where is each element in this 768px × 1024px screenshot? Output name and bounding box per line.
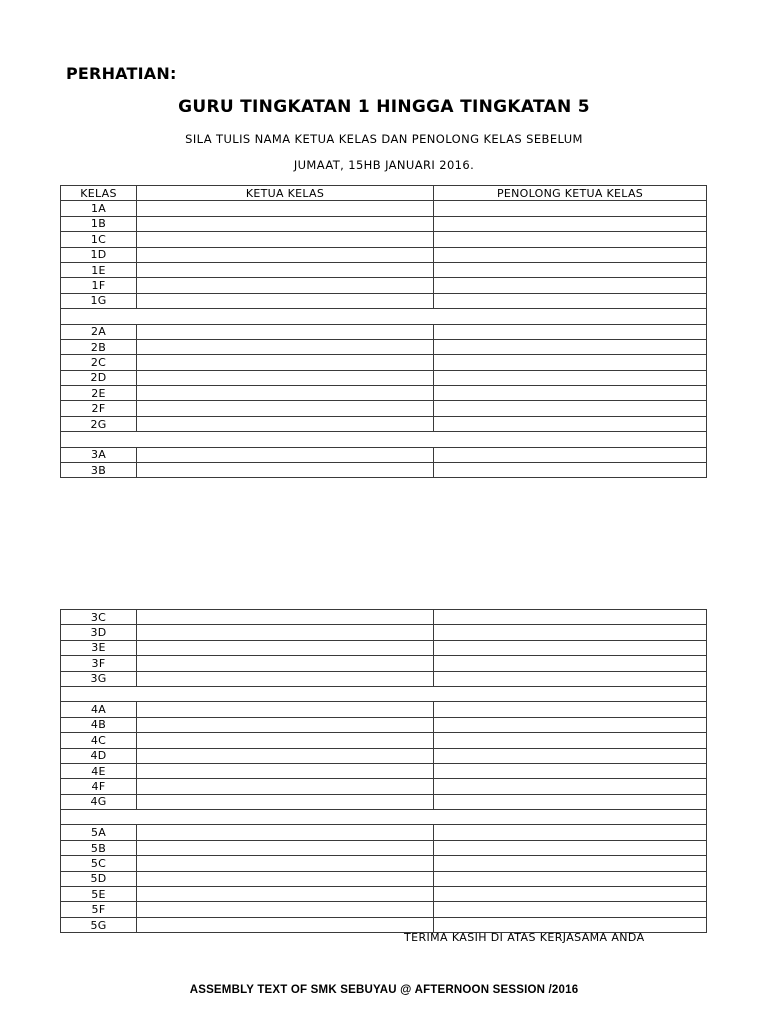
penolong-ketua-kelas-cell[interactable]	[434, 247, 707, 262]
spacer-row	[61, 309, 707, 324]
penolong-ketua-kelas-cell[interactable]	[434, 278, 707, 293]
table-row	[61, 640, 707, 655]
table-row	[61, 293, 707, 308]
class-name-cell: 4B	[61, 717, 137, 732]
ketua-kelas-cell[interactable]	[137, 671, 434, 686]
penolong-ketua-kelas-cell[interactable]	[434, 671, 707, 686]
page-footer: ASSEMBLY TEXT OF SMK SEBUYAU @ AFTERNOON SESSION /2016	[189, 984, 579, 996]
class-name-cell: 2E	[61, 386, 137, 401]
ketua-kelas-cell[interactable]	[137, 262, 434, 277]
ketua-kelas-cell[interactable]	[137, 733, 434, 748]
class-name-cell: 1A	[61, 201, 137, 216]
table-row	[61, 324, 707, 339]
penolong-ketua-kelas-cell[interactable]	[434, 748, 707, 763]
table-row	[61, 656, 707, 671]
table-body-part-1	[61, 201, 707, 478]
penolong-ketua-kelas-cell[interactable]	[434, 463, 707, 478]
class-name-cell: 1B	[61, 216, 137, 231]
table-row	[61, 216, 707, 231]
ketua-kelas-cell[interactable]	[137, 201, 434, 216]
table-row	[61, 887, 707, 902]
table-row	[61, 763, 707, 778]
penolong-ketua-kelas-cell[interactable]	[434, 902, 707, 917]
ketua-kelas-cell[interactable]	[137, 232, 434, 247]
instruction-line-2: JUMAAT, 15HB JANUARI 2016.	[293, 158, 475, 172]
table-row	[61, 856, 707, 871]
table-row	[61, 339, 707, 354]
class-name-cell: 5C	[61, 856, 137, 871]
class-name-cell: 5D	[61, 871, 137, 886]
table-row	[61, 702, 707, 717]
ketua-kelas-cell[interactable]	[137, 840, 434, 855]
table-row	[61, 871, 707, 886]
ketua-kelas-cell[interactable]	[137, 794, 434, 809]
penolong-ketua-kelas-cell[interactable]	[434, 610, 707, 625]
penolong-ketua-kelas-cell[interactable]	[434, 825, 707, 840]
class-name-cell: 5E	[61, 887, 137, 902]
ketua-kelas-cell[interactable]	[137, 763, 434, 778]
penolong-ketua-kelas-cell[interactable]	[434, 887, 707, 902]
ketua-kelas-cell[interactable]	[137, 887, 434, 902]
class-name-cell: 2F	[61, 401, 137, 416]
table-row	[61, 401, 707, 416]
thank-you-note: TERIMA KASIH DI ATAS KERJASAMA ANDA	[404, 931, 645, 944]
class-name-cell: 4A	[61, 702, 137, 717]
class-name-cell: 2B	[61, 339, 137, 354]
class-name-cell: 4C	[61, 733, 137, 748]
class-name-cell: 2G	[61, 416, 137, 431]
class-name-cell: 3G	[61, 671, 137, 686]
penolong-ketua-kelas-cell[interactable]	[434, 717, 707, 732]
class-name-cell: 1D	[61, 247, 137, 262]
table-row	[61, 825, 707, 840]
table-header-row	[61, 186, 707, 201]
ketua-kelas-cell[interactable]	[137, 902, 434, 917]
table-body-part-2	[61, 610, 707, 933]
ketua-kelas-cell[interactable]	[137, 656, 434, 671]
ketua-kelas-cell[interactable]	[137, 779, 434, 794]
class-name-cell: 1E	[61, 262, 137, 277]
penolong-ketua-kelas-cell[interactable]	[434, 794, 707, 809]
notice-label: PERHATIAN:	[66, 64, 177, 83]
penolong-ketua-kelas-cell[interactable]	[434, 232, 707, 247]
ketua-kelas-cell[interactable]	[137, 339, 434, 354]
class-leaders-table-part-1	[60, 185, 707, 478]
ketua-kelas-cell[interactable]	[137, 625, 434, 640]
table-row	[61, 262, 707, 277]
penolong-ketua-kelas-cell[interactable]	[434, 416, 707, 431]
class-name-cell: 3F	[61, 656, 137, 671]
table-row	[61, 733, 707, 748]
table-row	[61, 625, 707, 640]
class-name-cell: 3A	[61, 447, 137, 462]
table-row	[61, 779, 707, 794]
column-header-ketua-kelas: KETUA KELAS	[137, 186, 434, 201]
penolong-ketua-kelas-cell[interactable]	[434, 625, 707, 640]
class-name-cell: 3E	[61, 640, 137, 655]
ketua-kelas-cell[interactable]	[137, 401, 434, 416]
class-name-cell: 1G	[61, 293, 137, 308]
ketua-kelas-cell[interactable]	[137, 748, 434, 763]
penolong-ketua-kelas-cell[interactable]	[434, 871, 707, 886]
ketua-kelas-cell[interactable]	[137, 293, 434, 308]
ketua-kelas-cell[interactable]	[137, 917, 434, 932]
penolong-ketua-kelas-cell[interactable]	[434, 216, 707, 231]
table-row	[61, 902, 707, 917]
table-row	[61, 386, 707, 401]
spacer-cell	[61, 810, 707, 825]
penolong-ketua-kelas-cell[interactable]	[434, 324, 707, 339]
class-name-cell: 3D	[61, 625, 137, 640]
penolong-ketua-kelas-cell[interactable]	[434, 370, 707, 385]
ketua-kelas-cell[interactable]	[137, 416, 434, 431]
table-row	[61, 247, 707, 262]
table-row	[61, 610, 707, 625]
table-row	[61, 671, 707, 686]
penolong-ketua-kelas-cell[interactable]	[434, 447, 707, 462]
table-row	[61, 416, 707, 431]
table-row	[61, 463, 707, 478]
class-name-cell: 4E	[61, 763, 137, 778]
table-row	[61, 717, 707, 732]
table-row	[61, 794, 707, 809]
class-name-cell: 1F	[61, 278, 137, 293]
penolong-ketua-kelas-cell[interactable]	[434, 355, 707, 370]
page-title: GURU TINGKATAN 1 HINGGA TINGKATAN 5	[178, 97, 590, 117]
penolong-ketua-kelas-cell[interactable]	[434, 640, 707, 655]
ketua-kelas-cell[interactable]	[137, 717, 434, 732]
table-row	[61, 447, 707, 462]
penolong-ketua-kelas-cell[interactable]	[434, 763, 707, 778]
ketua-kelas-cell[interactable]	[137, 370, 434, 385]
class-leaders-table-part-2	[60, 609, 707, 933]
ketua-kelas-cell[interactable]	[137, 324, 434, 339]
class-name-cell: 4D	[61, 748, 137, 763]
class-name-cell: 4G	[61, 794, 137, 809]
table-row	[61, 748, 707, 763]
penolong-ketua-kelas-cell[interactable]	[434, 779, 707, 794]
penolong-ketua-kelas-cell[interactable]	[434, 656, 707, 671]
penolong-ketua-kelas-cell[interactable]	[434, 702, 707, 717]
spacer-row	[61, 686, 707, 701]
table-row	[61, 278, 707, 293]
ketua-kelas-cell[interactable]	[137, 825, 434, 840]
instruction-line-1: SILA TULIS NAMA KETUA KELAS DAN PENOLONG KELAS SEBELUM	[185, 132, 583, 146]
penolong-ketua-kelas-cell[interactable]	[434, 201, 707, 216]
penolong-ketua-kelas-cell[interactable]	[434, 856, 707, 871]
ketua-kelas-cell[interactable]	[137, 463, 434, 478]
ketua-kelas-cell[interactable]	[137, 610, 434, 625]
ketua-kelas-cell[interactable]	[137, 640, 434, 655]
ketua-kelas-cell[interactable]	[137, 447, 434, 462]
class-name-cell: 5G	[61, 917, 137, 932]
penolong-ketua-kelas-cell[interactable]	[434, 401, 707, 416]
spacer-row	[61, 432, 707, 447]
class-name-cell: 5F	[61, 902, 137, 917]
class-name-cell: 4F	[61, 779, 137, 794]
class-name-cell: 3B	[61, 463, 137, 478]
column-header-penolong-ketua-kelas: PENOLONG KETUA KELAS	[434, 186, 707, 201]
ketua-kelas-cell[interactable]	[137, 702, 434, 717]
ketua-kelas-cell[interactable]	[137, 247, 434, 262]
class-name-cell: 5B	[61, 840, 137, 855]
penolong-ketua-kelas-cell[interactable]	[434, 293, 707, 308]
spacer-cell	[61, 686, 707, 701]
penolong-ketua-kelas-cell[interactable]	[434, 840, 707, 855]
spacer-cell	[61, 309, 707, 324]
ketua-kelas-cell[interactable]	[137, 355, 434, 370]
ketua-kelas-cell[interactable]	[137, 871, 434, 886]
column-header-kelas: KELAS	[61, 186, 137, 201]
table-row	[61, 355, 707, 370]
penolong-ketua-kelas-cell[interactable]	[434, 262, 707, 277]
class-name-cell: 1C	[61, 232, 137, 247]
table-row	[61, 201, 707, 216]
penolong-ketua-kelas-cell[interactable]	[434, 386, 707, 401]
table-row	[61, 370, 707, 385]
class-name-cell: 3C	[61, 610, 137, 625]
class-name-cell: 5A	[61, 825, 137, 840]
penolong-ketua-kelas-cell[interactable]	[434, 733, 707, 748]
ketua-kelas-cell[interactable]	[137, 278, 434, 293]
penolong-ketua-kelas-cell[interactable]	[434, 339, 707, 354]
ketua-kelas-cell[interactable]	[137, 856, 434, 871]
table-row	[61, 840, 707, 855]
ketua-kelas-cell[interactable]	[137, 386, 434, 401]
class-name-cell: 2C	[61, 355, 137, 370]
ketua-kelas-cell[interactable]	[137, 216, 434, 231]
spacer-row	[61, 810, 707, 825]
class-name-cell: 2D	[61, 370, 137, 385]
spacer-cell	[61, 432, 707, 447]
table-row	[61, 232, 707, 247]
class-name-cell: 2A	[61, 324, 137, 339]
